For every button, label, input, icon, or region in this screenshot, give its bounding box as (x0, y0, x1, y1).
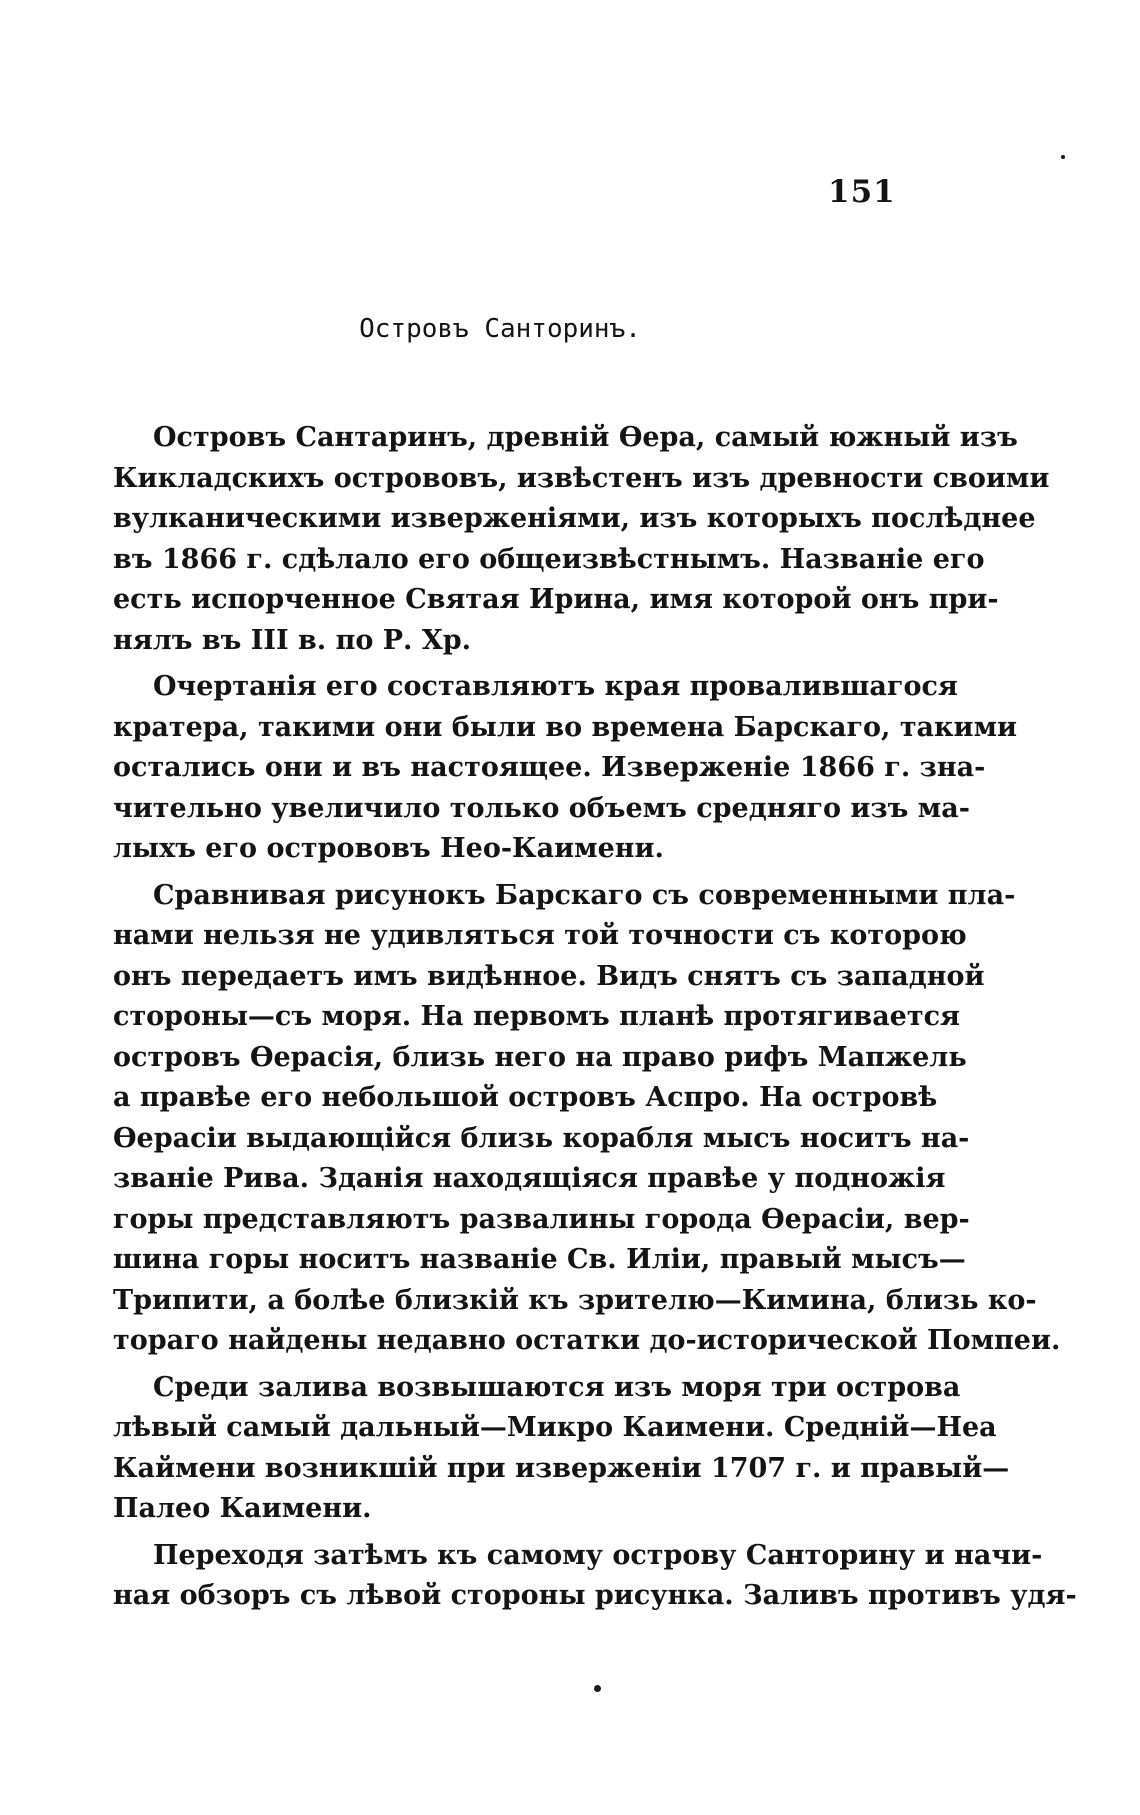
scan-speck (1061, 155, 1065, 159)
text-line: тораго найдены недавно остатки до-исторической Помпеи. (113, 1325, 1061, 1356)
scan-speck (594, 1685, 601, 1692)
text-line: кратера, такими они были во времена Барскаго, такими (113, 711, 1018, 743)
section-title: Островъ Санторинъ. (359, 314, 641, 344)
text-line: остались они и въ настоящее. Изверженіе 1866 г. зна- (113, 752, 986, 783)
text-line: чительно увеличило только объемъ средняго изъ ма- (113, 792, 970, 824)
paragraph-5 (113, 1536, 1077, 1617)
text-line: Среди залива возвышаются изъ моря три острова (153, 1371, 961, 1403)
text-line: островъ Өерасія, близь него на право рифъ Мапжель (113, 1041, 967, 1073)
paragraph-2 (113, 667, 1018, 870)
text-line: Өерасіи выдающійся близь корабля мысъ носитъ на- (113, 1122, 970, 1154)
text-line: Сравнивая рисунокъ Барскаго съ современными пла- (153, 879, 1016, 911)
text-line: въ 1866 г. сдѣлало его общеизвѣстнымъ. Названіе его (113, 543, 985, 575)
text-line: Переходя затѣмъ къ самому острову Санторину и начи- (153, 1539, 1043, 1571)
paragraph-3 (113, 876, 1061, 1362)
paragraph-1 (113, 418, 1050, 661)
text-line: ная обзоръ съ лѣвой стороны рисунка. Заливъ противъ удя- (113, 1580, 1077, 1611)
text-line: званіе Рива. Зданія находящіяся правѣе у подножія (113, 1163, 946, 1194)
text-line: онъ передаетъ имъ видѣнное. Видъ снятъ съ западной (113, 960, 985, 992)
text-line: горы представляютъ развалины города Өерасіи, вер- (113, 1203, 970, 1235)
text-line: а правѣе его небольшой островъ Аспро. На островѣ (113, 1082, 938, 1113)
text-line: Кикладскихъ острововъ, извѣстенъ изъ древности своими (113, 462, 1050, 494)
text-line: лыхъ его острововъ Нео-Каимени. (113, 833, 664, 864)
text-line: есть испорченное Святая Ирина, имя которой онъ при- (113, 584, 999, 615)
text-line: нялъ въ III в. по Р. Хр. (113, 624, 472, 656)
text-line: вулканическими изверженіями, изъ которыхъ послѣднее (113, 503, 1036, 534)
paragraph-4 (113, 1368, 1010, 1530)
page-number: 151 (828, 174, 896, 210)
text-line: нами нельзя не удивляться той точности съ которою (113, 920, 967, 951)
text-line: лѣвый самый дальный—Микро Каимени. Средній—Неа (113, 1412, 997, 1443)
text-line: стороны—съ моря. На первомъ планѣ протягивается (113, 1001, 960, 1032)
text-line: Палео Каимени. (113, 1493, 372, 1524)
text-line: Каймени возникшій при изверженіи 1707 г. и правый— (113, 1452, 1010, 1484)
text-line: шина горы носитъ названіе Св. Иліи, правый мысъ— (113, 1244, 966, 1275)
text-line: Трипити, а болѣе близкій къ зрителю—Кимина, близь ко- (113, 1284, 1037, 1316)
text-line: Островъ Сантаринъ, древній Өера, самый южный изъ (153, 422, 1018, 453)
body-text (113, 418, 1077, 1623)
text-line: Очертанія его составляютъ края провалившагося (153, 671, 958, 702)
